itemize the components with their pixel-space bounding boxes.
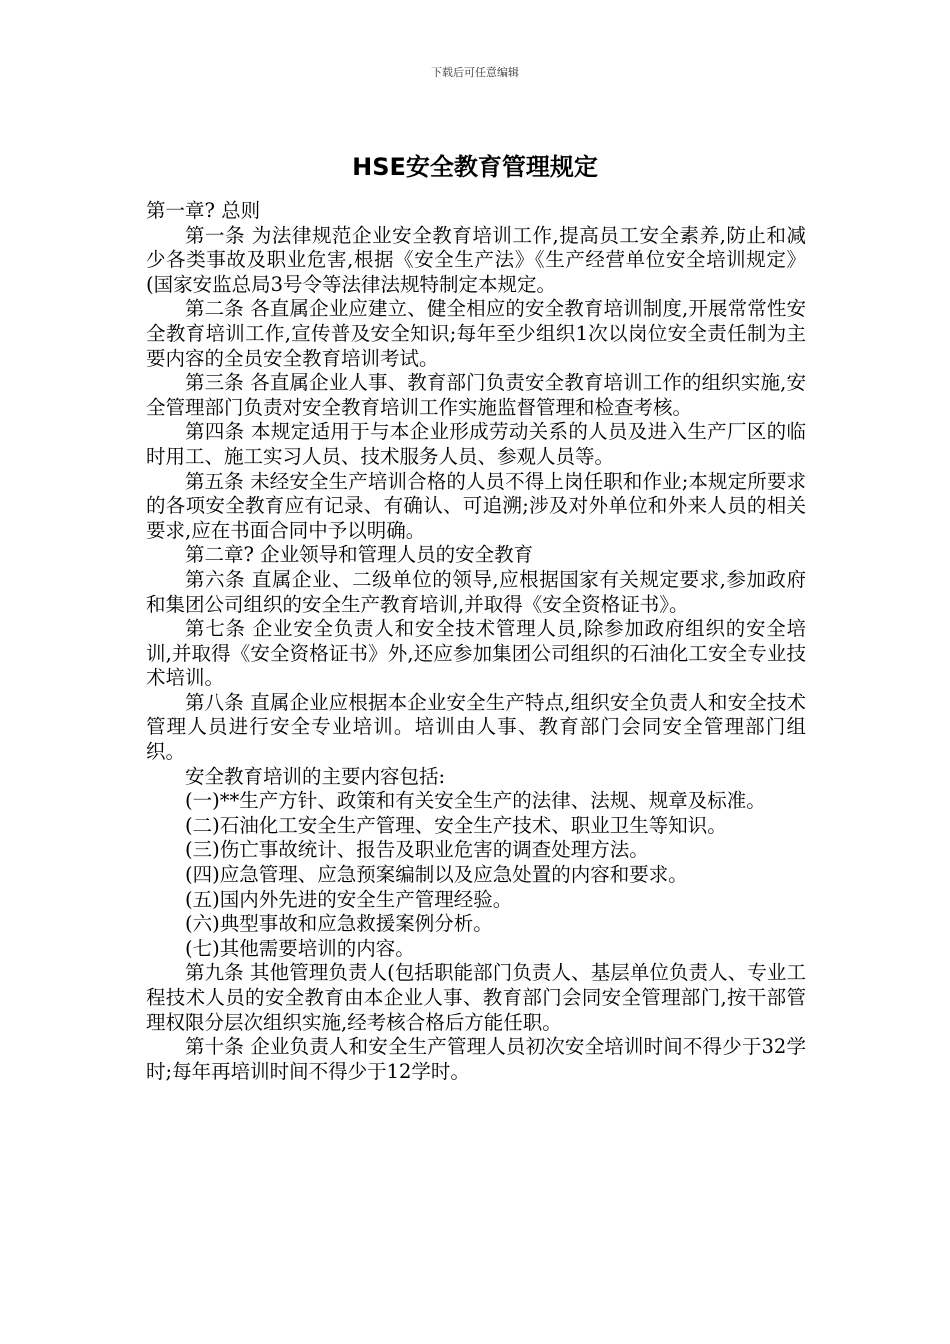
list-item: (六)典型事故和应急救援案例分析。 xyxy=(185,912,493,936)
list-item: (五)国内外先进的安全生产管理经验。 xyxy=(185,887,513,911)
list-item: (七)其他需要培训的内容。 xyxy=(185,936,415,960)
article-paragraph: 第四条 本规定适用于与本企业形成劳动关系的人员及进入生产厂区的临时用工、施工实习人员、技术服务人员、参观人员等。 xyxy=(146,420,806,468)
list-intro: 安全教育培训的主要内容包括: xyxy=(185,764,446,788)
list-item: (三)伤亡事故统计、报告及职业危害的调查处理方法。 xyxy=(185,838,649,862)
document-body xyxy=(146,199,806,1084)
document-title: HSE安全教育管理规定 xyxy=(352,153,598,181)
chapter-heading: 第二章? 企业领导和管理人员的安全教育 xyxy=(185,543,534,567)
list-item: (二)石油化工安全生产管理、安全生产技术、职业卫生等知识。 xyxy=(185,813,727,837)
page-header-note: 下载后可任意编辑 xyxy=(431,66,519,79)
article-paragraph: 第八条 直属企业应根据本企业安全生产特点,组织安全负责人和安全技术管理人员进行安全专业培训。培训由人事、教育部门会同安全管理部门组织。 xyxy=(146,690,806,764)
article-paragraph: 第五条 未经安全生产培训合格的人员不得上岗任职和作业;本规定所要求的各项安全教育应有记录、有确认、可追溯;涉及对外单位和外来人员的相关要求,应在书面合同中予以明确。 xyxy=(146,469,806,542)
article-paragraph: 第七条 企业安全负责人和安全技术管理人员,除参加政府组织的安全培训,并取得《安全资格证书》外,还应参加集团公司组织的石油化工安全专业技术培训。 xyxy=(146,617,806,690)
article-paragraph: 第十条 企业负责人和安全生产管理人员初次安全培训时间不得少于32学时;每年再培训时间不得少于12学时。 xyxy=(146,1035,806,1083)
list-item: (一)**生产方针、政策和有关安全生产的法律、法规、规章及标准。 xyxy=(185,789,766,813)
list-item: (四)应急管理、应急预案编制以及应急处置的内容和要求。 xyxy=(185,863,688,887)
article-paragraph: 第三条 各直属企业人事、教育部门负责安全教育培训工作的组织实施,安全管理部门负责对安全教育培训工作实施监督管理和检查考核。 xyxy=(146,371,806,419)
article-paragraph: 第二条 各直属企业应建立、健全相应的安全教育培训制度,开展常常性安全教育培训工作,宣传普及安全知识;每年至少组织1次以岗位安全责任制为主要内容的全员安全教育培训考试。 xyxy=(146,297,806,370)
article-paragraph: 第六条 直属企业、二级单位的领导,应根据国家有关规定要求,参加政府和集团公司组织的安全生产教育培训,并取得《安全资格证书》。 xyxy=(146,567,806,616)
article-paragraph: 第一条 为法律规范企业安全教育培训工作,提高员工安全素养,防止和减少各类事故及职业危害,根据《安全生产法》《生产经营单位安全培训规定》(国家安监总局3号令等法律法规特制定本规定。 xyxy=(146,223,806,296)
chapter-heading: 第一章? 总则 xyxy=(146,199,261,222)
article-paragraph: 第九条 其他管理负责人(包括职能部门负责人、基层单位负责人、专业工程技术人员的安全教育由本企业人事、教育部门会同安全管理部门,按干部管理权限分层次组织实施,经考核合格后方能任职。 xyxy=(146,961,806,1034)
